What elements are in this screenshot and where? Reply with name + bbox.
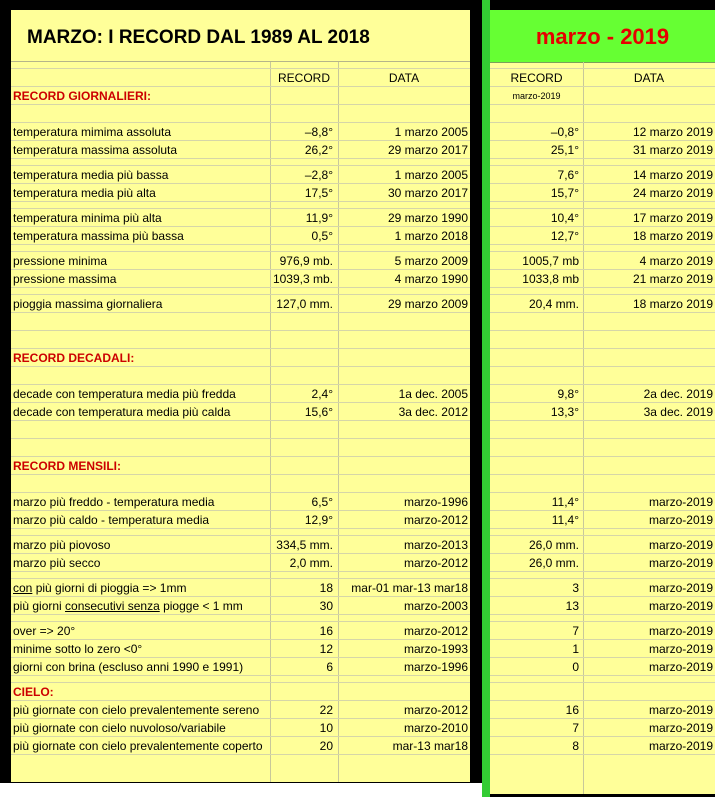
section-row xyxy=(11,349,470,367)
record-value: 976,9 mb. xyxy=(279,254,333,268)
date-2019: 2a dec. 2019 xyxy=(643,387,713,401)
spacer-row xyxy=(490,615,715,622)
date-2019: marzo-2019 xyxy=(648,495,713,509)
spacer-row xyxy=(490,202,715,209)
record-date: marzo-2012 xyxy=(403,703,468,717)
row-label: temperatura massima più bassa xyxy=(13,229,184,243)
record-value: 20 xyxy=(319,739,333,753)
value-2019: 12,7° xyxy=(550,229,579,243)
table-row xyxy=(490,719,715,737)
value-2019: 11,4° xyxy=(551,513,579,527)
record-value: 127,0 mm. xyxy=(276,297,333,311)
subheader-row xyxy=(490,87,715,105)
row-label: più giornate con cielo nuvoloso/variabile xyxy=(13,721,226,735)
table-row xyxy=(490,123,715,141)
spacer-row xyxy=(490,159,715,166)
record-date: marzo-2003 xyxy=(403,599,468,613)
record-value: 10 xyxy=(319,721,333,735)
record-date: marzo-2010 xyxy=(403,721,468,735)
date-2019: marzo-2019 xyxy=(648,739,713,753)
table-row xyxy=(490,252,715,270)
table-row xyxy=(490,385,715,403)
section-title-decadal: RECORD DECADALI: xyxy=(13,351,135,365)
date-2019: marzo-2019 xyxy=(648,721,713,735)
date-2019: marzo-2019 xyxy=(648,624,713,638)
row-label: decade con temperatura media più calda xyxy=(13,405,231,419)
row-label xyxy=(13,579,269,596)
table-row xyxy=(490,184,715,202)
row-label: decade con temperatura media più fredda xyxy=(13,387,236,401)
record-date: marzo-1996 xyxy=(403,660,468,674)
table-row xyxy=(11,295,470,313)
record-value: 334,5 mm. xyxy=(276,538,333,552)
table-row xyxy=(11,719,470,737)
record-date: 1a dec. 2005 xyxy=(398,387,468,401)
spacer-row xyxy=(490,245,715,252)
row-label xyxy=(13,597,269,614)
spacer-row xyxy=(11,475,470,493)
value-2019: 20,4 mm. xyxy=(528,297,579,311)
section-title-monthly: RECORD MENSILI: xyxy=(13,459,121,473)
spacer-row xyxy=(11,331,470,349)
record-date: marzo-2013 xyxy=(403,538,468,552)
section-row xyxy=(11,457,470,475)
date-2019: marzo-2019 xyxy=(648,556,713,570)
record-value: 6 xyxy=(326,660,333,674)
value-2019: 26,0 mm. xyxy=(528,556,579,570)
table-row xyxy=(490,536,715,554)
spacer-row xyxy=(11,62,470,69)
table-row xyxy=(490,579,715,597)
date-2019: 3a dec. 2019 xyxy=(643,405,713,419)
page-title: MARZO: I RECORD DAL 1989 AL 2018 xyxy=(11,10,470,62)
value-2019: 25,1° xyxy=(550,143,579,157)
spacer-row xyxy=(490,313,715,331)
record-date: mar-13 mar18 xyxy=(392,739,468,753)
table-row xyxy=(11,597,470,615)
section-row xyxy=(11,683,470,701)
row-label: minime sotto lo zero <0° xyxy=(13,642,143,656)
row-label: marzo più freddo - temperatura media xyxy=(13,495,215,509)
row-label: marzo più piovoso xyxy=(13,538,111,552)
table-row xyxy=(11,123,470,141)
row-label: temperatura mimima assoluta xyxy=(13,125,172,139)
record-value: –2,8° xyxy=(304,168,333,182)
date-2019: marzo-2019 xyxy=(648,538,713,552)
table-row xyxy=(490,493,715,511)
date-2019: 31 marzo 2019 xyxy=(632,143,713,157)
table-row xyxy=(490,554,715,572)
table-row xyxy=(490,295,715,313)
spacer-row xyxy=(490,683,715,701)
current-month-panel xyxy=(490,10,715,794)
spacer-row xyxy=(490,367,715,385)
spacer-row xyxy=(11,421,470,439)
spacer-row xyxy=(490,105,715,123)
table-row xyxy=(490,701,715,719)
table-row xyxy=(11,209,470,227)
date-2019: marzo-2019 xyxy=(648,513,713,527)
table-row xyxy=(490,640,715,658)
record-value: 2,4° xyxy=(311,387,333,401)
table-row xyxy=(490,270,715,288)
record-date: 1 marzo 2018 xyxy=(394,229,468,243)
table-row xyxy=(11,184,470,202)
spacer-row xyxy=(11,288,470,295)
value-2019: 11,4° xyxy=(551,495,579,509)
table-row xyxy=(490,597,715,615)
value-2019: 1005,7 mb xyxy=(522,254,579,268)
record-value: 17,5° xyxy=(304,186,333,200)
separator-bar xyxy=(482,0,490,797)
spacer-row xyxy=(490,676,715,683)
table-row xyxy=(490,403,715,421)
column-header-date: DATA xyxy=(633,71,665,85)
spacer-row xyxy=(11,159,470,166)
spacer-row xyxy=(11,202,470,209)
value-2019: 3 xyxy=(572,581,579,595)
current-month-table xyxy=(490,62,715,755)
row-label: marzo più secco xyxy=(13,556,101,570)
table-row xyxy=(11,166,470,184)
value-2019: 10,4° xyxy=(550,211,579,225)
underlined-word: consecutivi senza xyxy=(65,599,160,613)
value-2019: 13,3° xyxy=(550,405,579,419)
label-text: più giorni di pioggia => 1mm xyxy=(32,581,187,595)
date-2019: marzo-2019 xyxy=(648,581,713,595)
row-label: marzo più caldo - temperatura media xyxy=(13,513,210,527)
bottom-strip xyxy=(0,783,482,797)
record-value: 0,5° xyxy=(311,229,333,243)
table-row xyxy=(11,658,470,676)
date-2019: marzo-2019 xyxy=(648,703,713,717)
column-header-record: RECORD xyxy=(510,71,563,85)
record-value: 26,2° xyxy=(304,143,333,157)
spacer-row xyxy=(11,615,470,622)
date-2019: 12 marzo 2019 xyxy=(632,125,713,139)
table-row xyxy=(11,252,470,270)
record-date: 3a dec. 2012 xyxy=(398,405,468,419)
table-row xyxy=(11,579,470,597)
table-row xyxy=(11,554,470,572)
record-date: 29 marzo 2017 xyxy=(387,143,468,157)
record-value: 12 xyxy=(319,642,333,656)
record-date: 4 marzo 1990 xyxy=(394,272,468,286)
table-row xyxy=(490,511,715,529)
value-2019: 1 xyxy=(572,642,579,656)
table-row xyxy=(11,622,470,640)
record-date: 1 marzo 2005 xyxy=(394,168,468,182)
value-2019: 7 xyxy=(572,721,579,735)
table-row xyxy=(490,209,715,227)
table-row xyxy=(11,403,470,421)
row-label: temperatura minima più alta xyxy=(13,211,162,225)
current-month-title: marzo - 2019 xyxy=(490,10,715,63)
subheader-month: marzo-2019 xyxy=(512,91,561,101)
section-title-sky: CIELO: xyxy=(13,685,54,699)
table-row xyxy=(490,737,715,755)
label-text: piogge < 1 mm xyxy=(159,599,243,613)
date-2019: 18 marzo 2019 xyxy=(632,297,713,311)
row-label: pressione massima xyxy=(13,272,117,286)
header-row xyxy=(490,69,715,87)
row-label: temperatura massima assoluta xyxy=(13,143,178,157)
spacer-row xyxy=(490,349,715,367)
row-label: giorni con brina (escluso anni 1990 e 1991) xyxy=(13,660,244,674)
value-2019: 15,7° xyxy=(550,186,579,200)
row-label: pioggia massima giornaliera xyxy=(13,297,163,311)
record-date: 29 marzo 1990 xyxy=(387,211,468,225)
value-2019: 8 xyxy=(572,739,579,753)
table-row xyxy=(490,227,715,245)
header-row xyxy=(11,69,470,87)
date-2019: 24 marzo 2019 xyxy=(632,186,713,200)
date-2019: marzo-2019 xyxy=(648,660,713,674)
table-row xyxy=(490,622,715,640)
spacer-row xyxy=(11,439,470,457)
date-2019: 18 marzo 2019 xyxy=(632,229,713,243)
row-label: temperatura media più alta xyxy=(13,186,156,200)
spacer-row xyxy=(490,475,715,493)
table-row xyxy=(490,141,715,159)
value-2019: –0,8° xyxy=(550,125,579,139)
record-date: 5 marzo 2009 xyxy=(394,254,468,268)
value-2019: 0 xyxy=(572,660,579,674)
table-row xyxy=(11,536,470,554)
value-2019: 9,8° xyxy=(557,387,579,401)
table-row xyxy=(11,493,470,511)
value-2019: 26,0 mm. xyxy=(528,538,579,552)
row-label: più giornate con cielo prevalentemente coperto xyxy=(13,739,263,753)
record-value: –8,8° xyxy=(304,125,333,139)
table-row xyxy=(490,166,715,184)
value-2019: 16 xyxy=(565,703,579,717)
row-label: temperatura media più bassa xyxy=(13,168,169,182)
table-row xyxy=(490,658,715,676)
record-value: 30 xyxy=(319,599,333,613)
row-label: più giornate con cielo prevalentemente sereno xyxy=(13,703,260,717)
record-date: mar-01 mar-13 mar18 xyxy=(351,581,468,595)
spacer-row xyxy=(11,313,470,331)
row-label: pressione minima xyxy=(13,254,108,268)
record-date: marzo-1996 xyxy=(403,495,468,509)
record-date: 29 marzo 2009 xyxy=(387,297,468,311)
value-2019: 7 xyxy=(572,624,579,638)
spacer-row xyxy=(490,421,715,439)
record-value: 15,6° xyxy=(304,405,333,419)
record-date: marzo-2012 xyxy=(403,513,468,527)
spacer-row xyxy=(11,529,470,536)
value-2019: 1033,8 mb xyxy=(522,272,579,286)
date-2019: marzo-2019 xyxy=(648,599,713,613)
record-value: 2,0 mm. xyxy=(289,556,333,570)
value-2019: 13 xyxy=(565,599,579,613)
record-date: marzo-2012 xyxy=(403,556,468,570)
spacer-row xyxy=(11,572,470,579)
spacer-row xyxy=(11,105,470,123)
spacer-row xyxy=(490,331,715,349)
record-value: 18 xyxy=(319,581,333,595)
record-date: 1 marzo 2005 xyxy=(394,125,468,139)
table-row xyxy=(11,270,470,288)
table-row xyxy=(11,737,470,755)
date-2019: 17 marzo 2019 xyxy=(632,211,713,225)
value-2019: 7,6° xyxy=(557,168,579,182)
date-2019: marzo-2019 xyxy=(648,642,713,656)
table-row xyxy=(11,141,470,159)
record-value: 12,9° xyxy=(304,513,333,527)
label-text: più giorni xyxy=(13,599,66,613)
spacer-row xyxy=(490,288,715,295)
record-value: 22 xyxy=(319,703,333,717)
table-row xyxy=(11,511,470,529)
spacer-row xyxy=(11,676,470,683)
table-row xyxy=(11,701,470,719)
spacer-row xyxy=(490,457,715,475)
record-value: 16 xyxy=(319,624,333,638)
table-row xyxy=(11,640,470,658)
column-header-record: RECORD xyxy=(277,71,330,85)
date-2019: 21 marzo 2019 xyxy=(632,272,713,286)
record-value: 11,9° xyxy=(305,211,333,225)
table-row xyxy=(11,227,470,245)
spacer-row xyxy=(490,62,715,69)
records-panel xyxy=(11,10,470,782)
table-row xyxy=(11,385,470,403)
records-table xyxy=(11,62,470,755)
spacer-row xyxy=(490,529,715,536)
spacer-row xyxy=(490,572,715,579)
row-label: over => 20° xyxy=(13,624,76,638)
spacer-row xyxy=(11,367,470,385)
section-row xyxy=(11,87,470,105)
record-value: 6,5° xyxy=(311,495,333,509)
record-date: 30 marzo 2017 xyxy=(387,186,468,200)
spacer-row xyxy=(11,245,470,252)
date-2019: 14 marzo 2019 xyxy=(632,168,713,182)
section-title-daily: RECORD GIORNALIERI: xyxy=(13,89,151,103)
record-date: marzo-2012 xyxy=(403,624,468,638)
spacer-row xyxy=(490,439,715,457)
record-date: marzo-1993 xyxy=(403,642,468,656)
record-value: 1039,3 mb. xyxy=(272,272,333,286)
date-2019: 4 marzo 2019 xyxy=(639,254,713,268)
column-header-date: DATA xyxy=(388,71,420,85)
underlined-word: con xyxy=(13,581,33,595)
